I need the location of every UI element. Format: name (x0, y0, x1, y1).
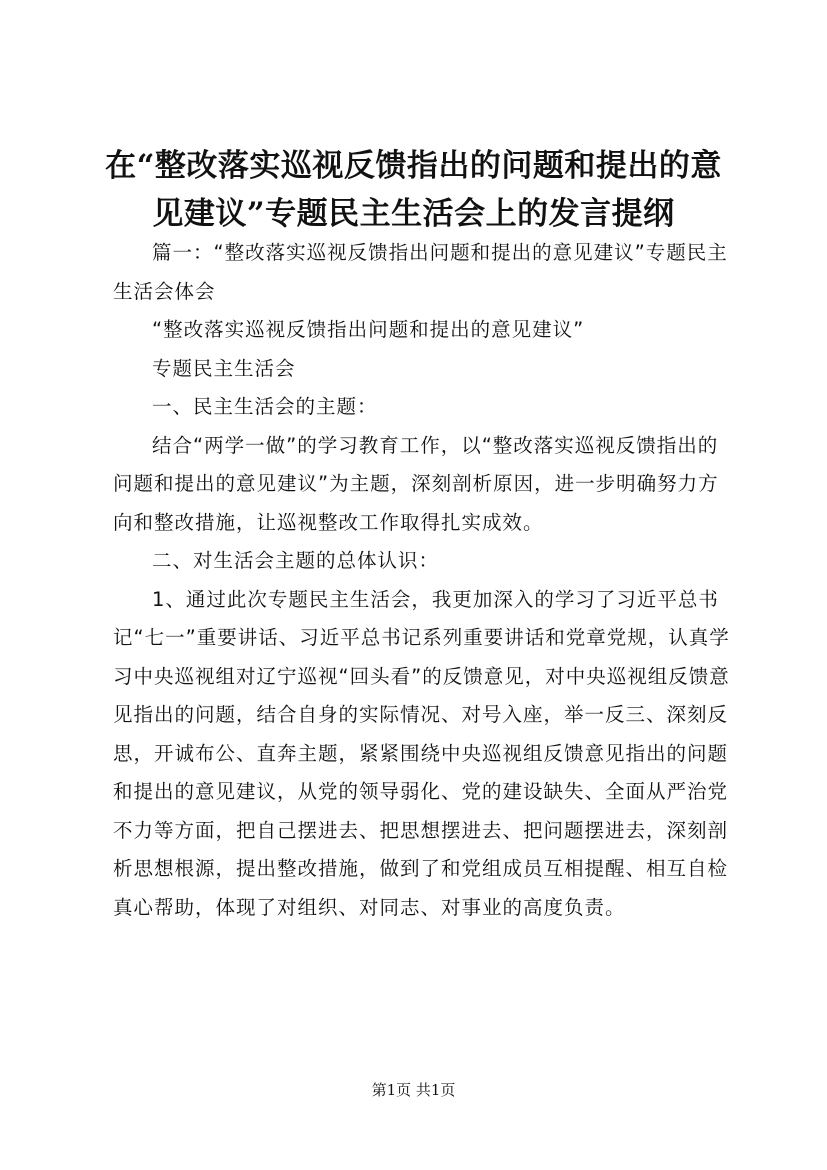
paragraph-theme-description: 结合“两学一做”的学习教育工作，以“整改落实巡视反馈指出的问题和提出的意见建议”为主题，深刻剖析原因，进一步明确努力方向和整改措施，让巡视整改工作取得扎实成效。 (113, 433, 719, 534)
title-line-1: 在“整改落实巡视反馈指出的问题和提出的意 (105, 148, 722, 184)
paragraph-meeting-name: 专题民主生活会 (152, 356, 296, 380)
title-line-2: 见建议”专题民主生活会上的发言提纲 (152, 196, 675, 232)
paragraph-article-heading: 篇一：“整改落实巡视反馈指出问题和提出的意见建议”专题民主生活会体会 (113, 241, 728, 303)
document-body (113, 234, 735, 927)
section-heading-2: 二、对生活会主题的总体认识： (152, 549, 440, 572)
section-heading-1: 一、民主生活会的主题： (152, 395, 378, 418)
page-footer: 第1页 共1页 (371, 1081, 456, 1099)
document-title (100, 142, 727, 238)
paragraph-overall-understanding: 1、通过此次专题民主生活会，我更加深入的学习了习近平总书记“七一”重要讲话、习近平总书记系列重要讲话和党章党规，认真学习中央巡视组对辽宁巡视“回头看”的反馈意见，对中央巡视组反馈意见指出的问题，结合自身的实际情况、对号入座，举一反三、深刻反思，开诚布公、直奔主题，紧紧围绕中央巡视组反馈意见指出的问题和提出的意见建议，从党的领导弱化、党的建设缺失、全面从严治党不力等方面，把自己摆进去、把思想摆进去、把问题摆进去，深刻剖析思想根源，提出整改措施，做到了和党组成员互相提醒、相互自检真心帮助，体现了对组织、对同志、对事业的高度负责。 (113, 587, 730, 919)
paragraph-quoted-theme: “整改落实巡视反馈指出问题和提出的意见建议” (152, 318, 585, 341)
